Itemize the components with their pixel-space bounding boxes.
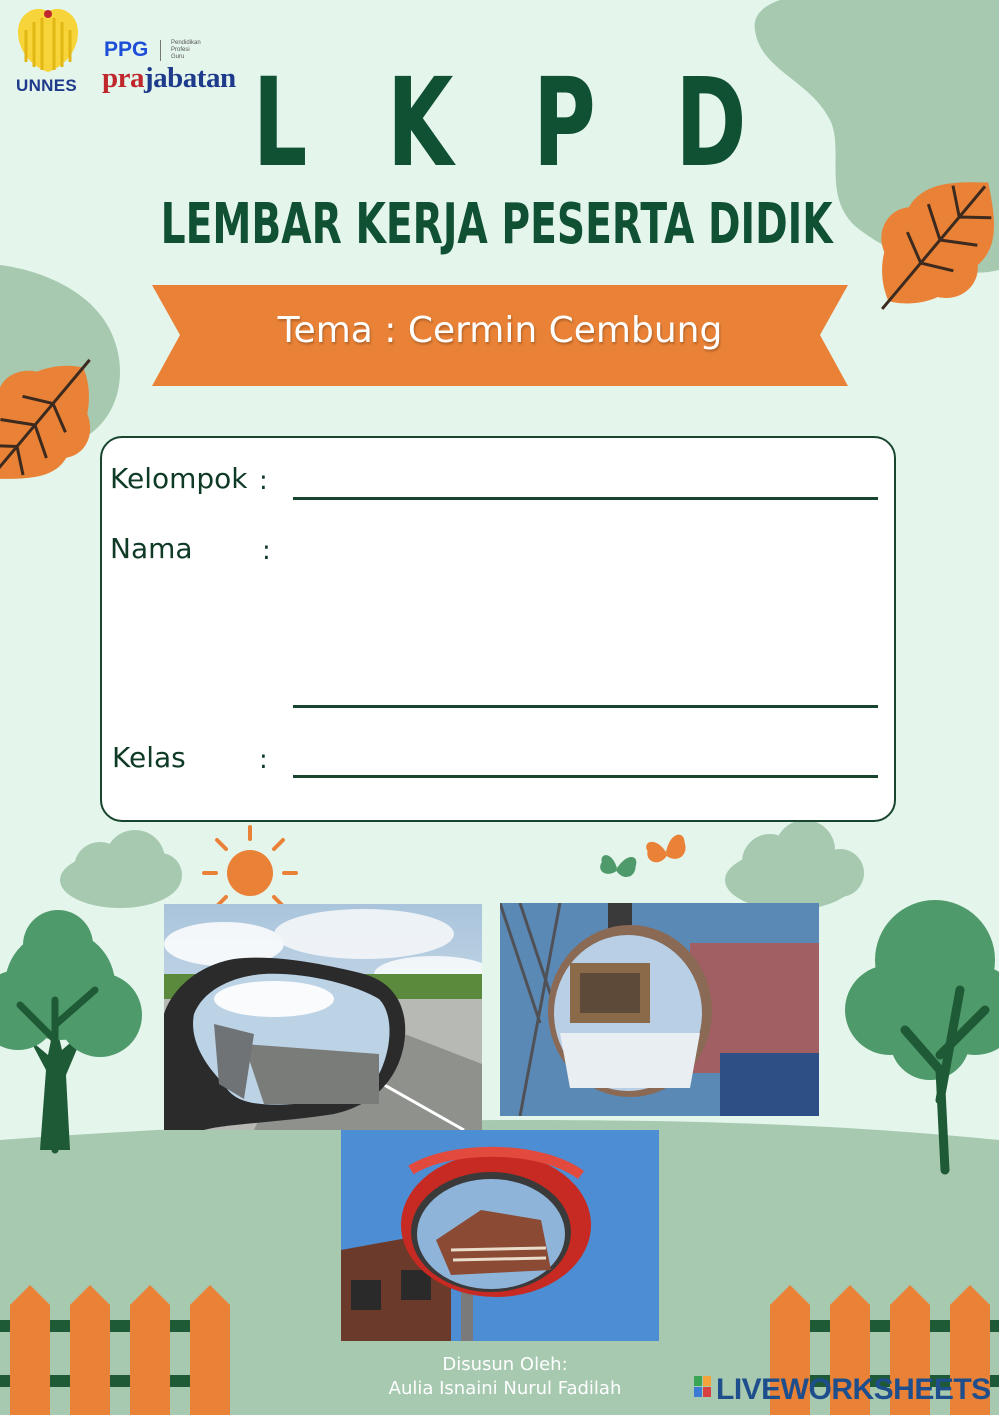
unnes-emblem-icon [18,9,78,72]
ppg-sub-line: Pendidikan [171,40,201,46]
ppg-sub-line: Profesi [171,47,190,53]
group-input-line[interactable] [293,497,878,500]
unnes-logo-text: UNNES [16,76,78,95]
cloud-left-icon [60,830,182,908]
name-label: Nama [110,532,193,565]
group-label: Kelompok [110,462,248,495]
page-title: L K P D [252,52,772,194]
group-colon: : [259,466,268,496]
cloud-right-icon [725,820,864,910]
theme-banner-text: Tema : Cermin Cembung [277,310,723,351]
liveworksheets-logo-icon [694,1376,712,1398]
butterfly-orange-icon [645,834,688,864]
tree-left-icon [0,910,142,1150]
name-input-line[interactable] [293,705,878,708]
class-colon: : [259,745,268,775]
round-traffic-mirror-photo [500,903,819,1116]
credit-author: Aulia Isnaini Nurul Fadilah [388,1378,622,1399]
credit-heading: Disusun Oleh: [442,1354,568,1375]
butterfly-green-icon [599,852,637,879]
prajabatan-blue-part: jabatan [144,62,236,94]
class-label: Kelas [112,741,186,774]
convex-mirror-red-frame-photo [341,1130,659,1341]
page-subtitle: LEMBAR KERJA PESERTA DIDIK [160,192,833,257]
name-colon: : [262,536,271,566]
prajabatan-red-part: pra [102,62,144,94]
car-side-mirror-photo [164,904,482,1130]
class-input-line[interactable] [293,775,878,778]
liveworksheets-watermark: LIVEWORKSHEETS [716,1373,991,1406]
ppg-logo-text: PPG [104,38,149,61]
ppg-sub-line: Guru [171,54,185,60]
